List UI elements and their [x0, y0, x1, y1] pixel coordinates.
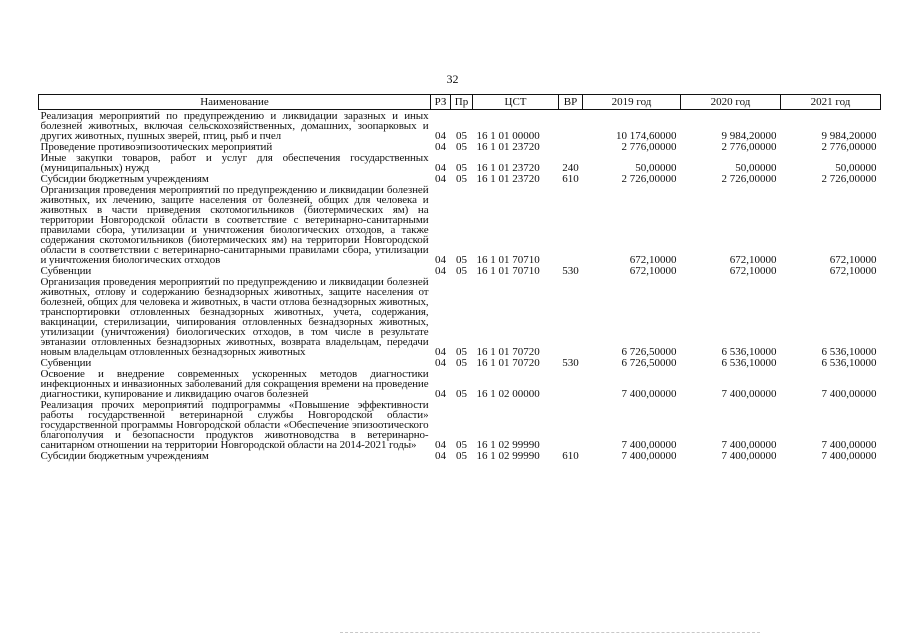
row-amount-2021: 7 400,00000: [821, 388, 877, 400]
page-number: 32: [446, 72, 459, 86]
row-name: Иные закупки товаров, работ и услуг для обеспечения государственных (муниципальных) нужд: [40, 152, 429, 174]
column-header-2021: 2021 год: [781, 95, 881, 110]
row-pr: 05: [456, 254, 467, 266]
row-amount-2021: 672,10000: [829, 254, 877, 266]
row-rz: 04: [435, 388, 446, 400]
row-name: Проведение противоэпизоотических мероприятий: [40, 141, 273, 153]
row-amount-2021: 2 776,00000: [821, 141, 877, 153]
row-amount-2020: 6 536,10000: [721, 357, 777, 369]
row-pr: 05: [456, 265, 467, 277]
table-row: [39, 110, 881, 142]
row-amount-2019: 672,10000: [629, 265, 677, 277]
table-row: [39, 368, 881, 399]
footer-rule: [340, 632, 760, 634]
table-row: [39, 399, 881, 450]
column-header-cst: ЦСТ: [473, 95, 559, 110]
row-vr: [559, 368, 583, 399]
row-pr: 05: [456, 346, 467, 358]
row-cst: 16 1 01 23720: [476, 162, 540, 174]
row-name: Субвенции: [40, 265, 92, 277]
row-vr: [559, 141, 583, 152]
row-cst: 16 1 02 99990: [476, 450, 540, 462]
row-cst: 16 1 01 70720: [476, 346, 540, 358]
row-amount-2019: 7 400,00000: [621, 439, 677, 451]
column-header-rz: РЗ: [431, 95, 451, 110]
row-amount-2020: 9 984,20000: [721, 130, 777, 142]
row-cst: 16 1 01 23720: [476, 141, 540, 153]
row-amount-2020: 672,10000: [729, 254, 777, 266]
column-header-2020: 2020 год: [681, 95, 781, 110]
table-row: [39, 357, 881, 368]
row-rz: 04: [435, 265, 446, 277]
table-row: [39, 184, 881, 265]
row-amount-2019: 672,10000: [629, 254, 677, 266]
row-cst: 16 1 01 23720: [476, 173, 540, 185]
row-name: Субсидии бюджетным учреждениям: [40, 450, 209, 462]
row-rz: 04: [435, 130, 446, 142]
row-amount-2019: 6 726,50000: [621, 346, 677, 358]
row-name: Организация проведения мероприятий по предупреждению и ликвидации болезней животных, отлову и содержанию безнадзорных животных, защите населения от болезней, общих для человека и животных, в части отлова безнадзорных животных, транспортировки отловленных безнадзорных животных, учета, содержания, вакцинации, стерилизации, чипирования отловленных безнадзорных животных, утилизации (уничтожения) биологических отходов, в том числе в результате эвтаназии отловленных безнадзорных животных, возврата владельцам, передачи новым владельцам отловленных безнадзорных животных: [40, 276, 429, 358]
row-pr: 05: [456, 130, 467, 142]
row-amount-2021: 9 984,20000: [821, 130, 877, 142]
row-pr: 05: [456, 450, 467, 462]
row-name: Субсидии бюджетным учреждениям: [40, 173, 209, 185]
row-vr: 530: [562, 265, 579, 277]
row-rz: 04: [435, 439, 446, 451]
row-cst: 16 1 02 99990: [476, 439, 540, 451]
row-vr: 610: [562, 450, 579, 462]
row-cst: 16 1 01 70710: [476, 254, 540, 266]
row-amount-2020: 2 776,00000: [721, 141, 777, 153]
row-rz: 04: [435, 450, 446, 462]
row-cst: 16 1 01 70710: [476, 265, 540, 277]
table-row: [39, 450, 881, 461]
row-amount-2019: 7 400,00000: [621, 388, 677, 400]
row-amount-2021: 2 726,00000: [821, 173, 877, 185]
row-rz: 04: [435, 357, 446, 369]
row-vr: [559, 399, 583, 450]
row-cst: 16 1 01 00000: [476, 130, 540, 142]
row-amount-2021: 7 400,00000: [821, 450, 877, 462]
row-pr: 05: [456, 162, 467, 174]
row-amount-2019: 2 776,00000: [621, 141, 677, 153]
row-cst: 16 1 01 70720: [476, 357, 540, 369]
column-header-vr: ВР: [559, 95, 583, 110]
row-amount-2019: 7 400,00000: [621, 450, 677, 462]
row-vr: 530: [562, 357, 579, 369]
table-row: [39, 173, 881, 184]
row-amount-2019: 50,00000: [635, 162, 677, 174]
table-row: [39, 152, 881, 173]
row-amount-2020: 672,10000: [729, 265, 777, 277]
row-rz: 04: [435, 254, 446, 266]
row-vr: 610: [562, 173, 579, 185]
row-rz: 04: [435, 173, 446, 185]
row-name: Субвенции: [40, 357, 92, 369]
row-amount-2019: 6 726,50000: [621, 357, 677, 369]
row-rz: 04: [435, 162, 446, 174]
row-vr: [559, 184, 583, 265]
row-amount-2021: 672,10000: [829, 265, 877, 277]
budget-table: [38, 94, 881, 461]
row-name: Реализация мероприятий по предупреждению и ликвидации заразных и иных болезней животных, включая сельскохозяйственных, домашних, зоопарковых и других животных, пушных зверей, птиц, рыб и пчел: [40, 110, 429, 142]
row-pr: 05: [456, 173, 467, 185]
table-row: [39, 141, 881, 152]
row-rz: 04: [435, 141, 446, 153]
row-amount-2020: 7 400,00000: [721, 439, 777, 451]
row-amount-2020: 50,00000: [735, 162, 777, 174]
column-header-2019: 2019 год: [583, 95, 681, 110]
row-amount-2019: 10 174,60000: [616, 130, 677, 142]
row-name: Освоение и внедрение современных ускоренных методов диагностики инфекционных и инвазионных заболеваний для сокращения времени на проведение диагностики, купирование и ликвидацию очагов болезней: [40, 368, 429, 400]
row-rz: 04: [435, 346, 446, 358]
table-body: [39, 110, 881, 462]
table-header-row: [39, 95, 881, 110]
row-amount-2021: 6 536,10000: [821, 346, 877, 358]
row-pr: 05: [456, 388, 467, 400]
row-amount-2021: 7 400,00000: [821, 439, 877, 451]
row-vr: [559, 110, 583, 142]
row-amount-2020: 7 400,00000: [721, 388, 777, 400]
row-pr: 05: [456, 439, 467, 451]
row-amount-2019: 2 726,00000: [621, 173, 677, 185]
row-cst: 16 1 02 00000: [476, 388, 540, 400]
column-header-pr: Пр: [451, 95, 473, 110]
row-pr: 05: [456, 141, 467, 153]
row-name: Организация проведения мероприятий по предупреждению и ликвидации болезней животных, их лечению, защите населения от болезней, общих для человека и животных в части приведения скотомогильников (биотермических ям) на территории Новгородской области в соответствие с ветеринарно-санитарными правилами сбора, утилизации и уничтожения биологических отходов, а также содержания скотомогильников (биотермических ям) на территории Новгородской области в соответствии с ветеринарно-санитарными правилами сбора, утилизации и уничтожения биологических отходов: [40, 184, 429, 266]
row-vr: [559, 276, 583, 357]
row-pr: 05: [456, 357, 467, 369]
row-amount-2021: 6 536,10000: [821, 357, 877, 369]
column-header-name: Наименование: [39, 95, 431, 110]
row-amount-2020: 2 726,00000: [721, 173, 777, 185]
row-amount-2020: 7 400,00000: [721, 450, 777, 462]
row-name: Реализация прочих мероприятий подпрограммы «Повышение эффективности работы государственной ветеринарной службы Новгородской области» государственной программы Новгородской области «Обеспечение эпизоотического благополучия и безопасности продуктов животноводства в ветеринарно-санитарном отношении на территории Новгородской области на 2014-2021 годы»: [40, 399, 429, 451]
table-row: [39, 265, 881, 276]
row-amount-2020: 6 536,10000: [721, 346, 777, 358]
row-vr: 240: [562, 162, 579, 174]
row-amount-2021: 50,00000: [835, 162, 877, 174]
table-row: [39, 276, 881, 357]
